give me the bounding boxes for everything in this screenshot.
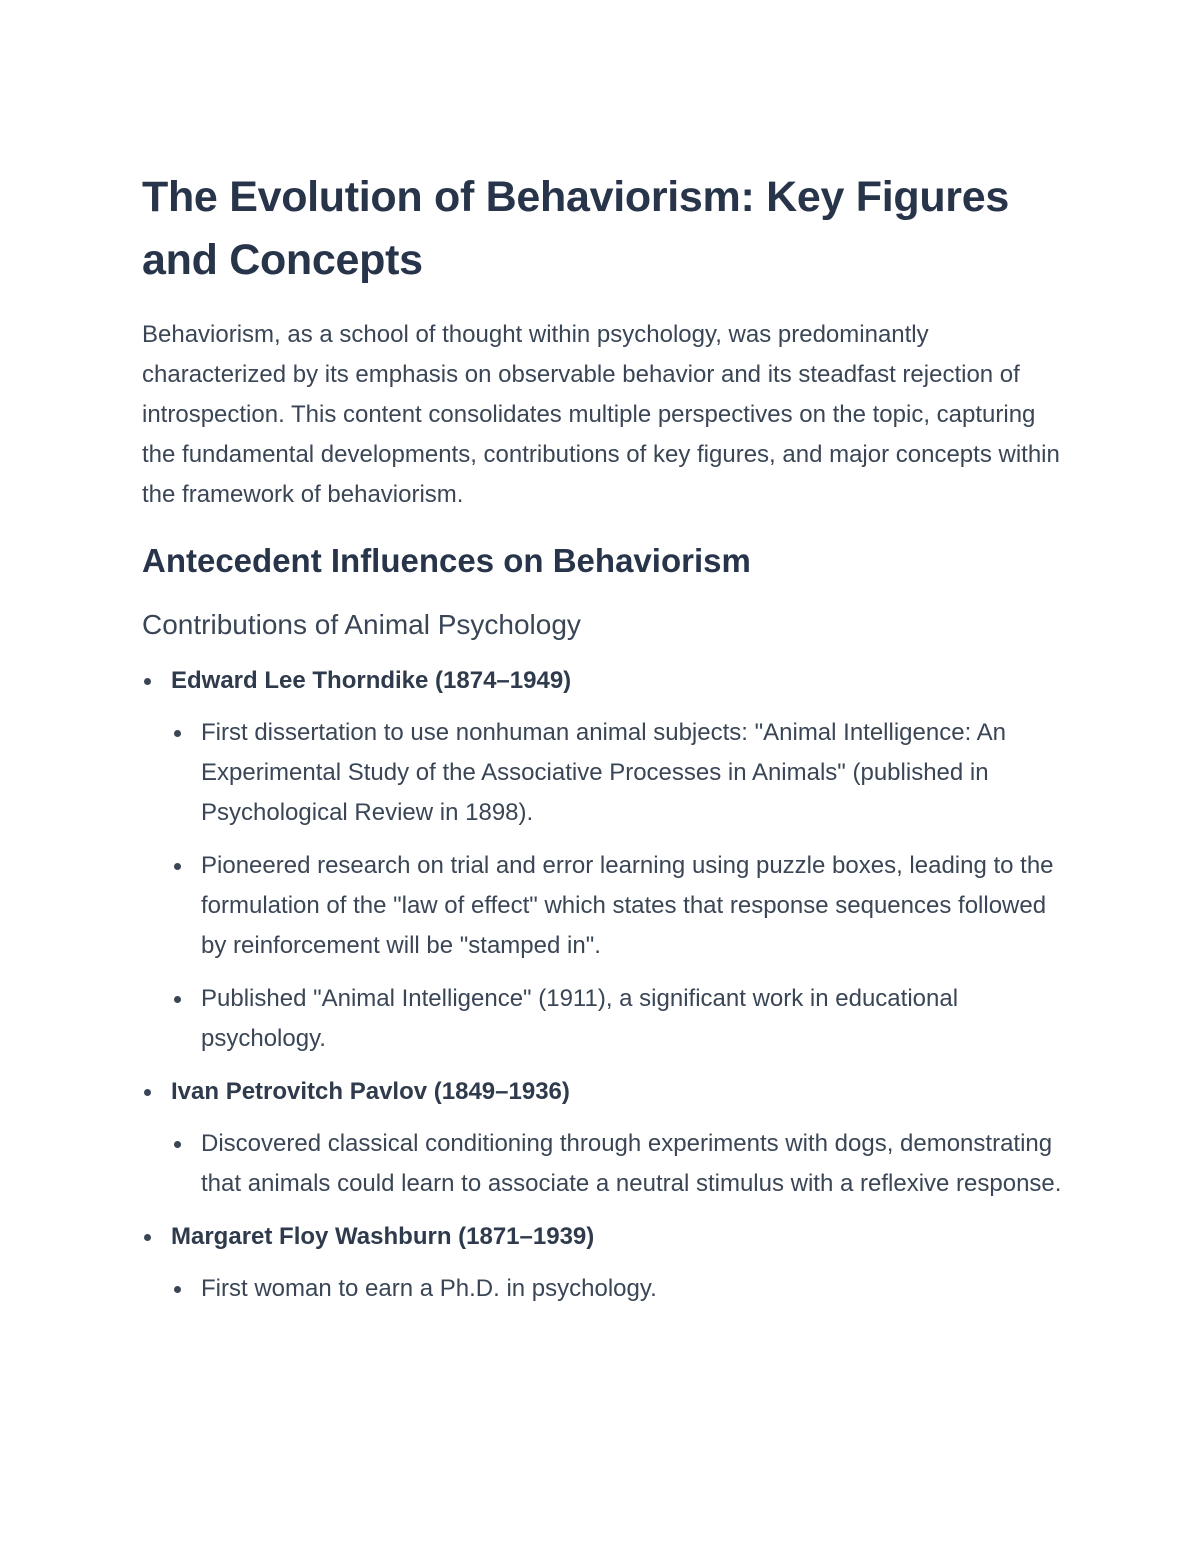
bullet-icon [144,1089,151,1096]
figure-points [171,1269,1062,1309]
list-item-text: Pioneered research on trial and error learning using puzzle boxes, leading to the formulation of the "law of effect" which states that response sequences followed by reinforcement will be "stamped in". [201,852,1054,959]
list-item-text: First dissertation to use nonhuman animal subjects: "Animal Intelligence: An Experimental Study of the Associative Processes in Animals" (published in Psychological Review in 1898). [201,719,1006,826]
figure-points [171,1124,1062,1204]
bullet-icon [174,1286,181,1293]
figure-points [171,713,1062,1059]
list-item-text: Discovered classical conditioning through experiments with dogs, demonstrating that animals could learn to associate a neutral stimulus with a reflexive response. [201,1130,1062,1197]
list-item-text: First woman to earn a Ph.D. in psychology. [201,1275,657,1302]
bullet-icon [174,996,181,1003]
bullet-icon [144,678,151,685]
bullet-icon [174,1141,181,1148]
figures-list [142,661,1062,1309]
figure-name: Edward Lee Thorndike (1874–1949) [171,667,572,694]
bullet-icon [174,730,181,737]
document-title: The Evolution of Behaviorism: Key Figures and Concepts [142,173,1009,284]
section-heading: Antecedent Influences on Behaviorism [142,542,751,579]
document-page [142,166,1062,1322]
list-item-text: Published "Animal Intelligence" (1911), a significant work in educational psychology. [201,985,959,1052]
list-item [171,1124,1062,1204]
list-item [171,846,1062,966]
figure-item [142,661,1062,1059]
bullet-icon [144,1234,151,1241]
list-item [171,979,1062,1059]
figure-name: Ivan Petrovitch Pavlov (1849–1936) [171,1078,570,1105]
figure-name: Margaret Floy Washburn (1871–1939) [171,1223,595,1250]
list-item [171,1269,1062,1309]
figure-item [142,1072,1062,1204]
list-item [171,713,1062,833]
bullet-icon [174,863,181,870]
subsection-heading: Contributions of Animal Psychology [142,609,581,640]
intro-paragraph: Behaviorism, as a school of thought within psychology, was predominantly characterized by its emphasis on observable behavior and its steadfast rejection of introspection. This content consolidates multiple perspectives on the topic, capturing the fundamental developments, contributions of key figures, and major concepts within the framework of behaviorism. [142,321,1060,508]
figure-item [142,1217,1062,1309]
